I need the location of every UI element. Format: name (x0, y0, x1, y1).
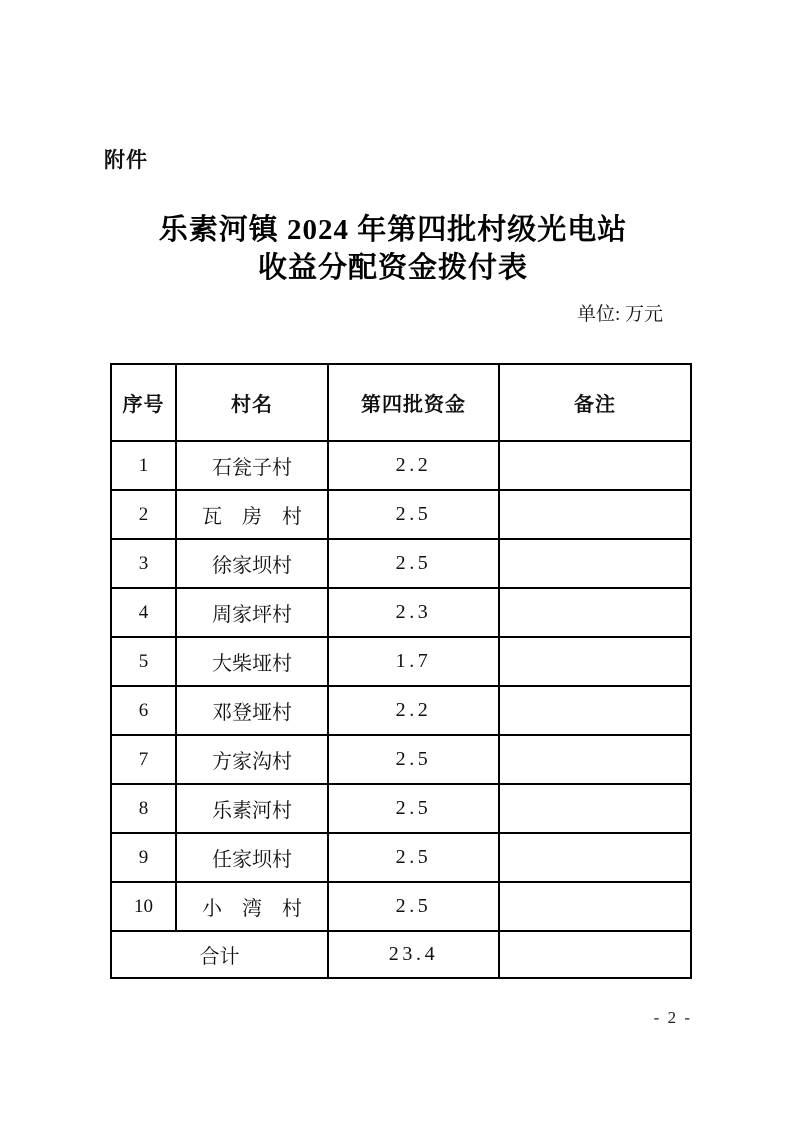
row-village-cell: 瓦 房 村 (176, 490, 328, 539)
row-amount-cell: 2.5 (328, 735, 499, 784)
row-amount-cell: 1.7 (328, 637, 499, 686)
row-amount-cell: 2.2 (328, 441, 499, 490)
row-remark-cell (499, 686, 691, 735)
table-row (111, 784, 691, 833)
table-row (111, 637, 691, 686)
header-cell-no: 序号 (111, 364, 176, 441)
document-title-line2: 收益分配资金拨付表 (257, 252, 528, 284)
table-row (111, 588, 691, 637)
attachment-label: 附件 (104, 149, 148, 172)
row-no-cell: 6 (111, 686, 176, 735)
row-amount-cell: 2.5 (328, 784, 499, 833)
row-amount-cell: 2.5 (328, 882, 499, 931)
row-no-cell: 7 (111, 735, 176, 784)
allocation-table (110, 363, 692, 979)
total-label-cell: 合计 (111, 931, 328, 978)
table-row (111, 686, 691, 735)
row-remark-cell (499, 539, 691, 588)
table-row (111, 441, 691, 490)
unit-note: 单位: 万元 (576, 304, 663, 325)
row-remark-cell (499, 882, 691, 931)
header-cell-village: 村名 (176, 364, 328, 441)
table-body (111, 441, 691, 931)
row-no-cell: 1 (111, 441, 176, 490)
table-row (111, 882, 691, 931)
row-village-cell: 任家坝村 (176, 833, 328, 882)
total-row (111, 931, 691, 978)
row-remark-cell (499, 588, 691, 637)
header-cell-remark: 备注 (499, 364, 691, 441)
row-village-cell: 小 湾 村 (176, 882, 328, 931)
row-no-cell: 10 (111, 882, 176, 931)
row-remark-cell (499, 490, 691, 539)
row-amount-cell: 2.5 (328, 833, 499, 882)
row-remark-cell (499, 735, 691, 784)
document-title-line1: 乐素河镇 2024 年第四批村级光电站 (158, 214, 628, 246)
row-village-cell: 方家沟村 (176, 735, 328, 784)
header-cell-amount: 第四批资金 (328, 364, 499, 441)
row-amount-cell: 2.5 (328, 539, 499, 588)
table-row (111, 539, 691, 588)
table-row (111, 833, 691, 882)
table-header-row (111, 364, 691, 441)
row-village-cell: 徐家坝村 (176, 539, 328, 588)
row-amount-cell: 2.3 (328, 588, 499, 637)
row-village-cell: 周家坪村 (176, 588, 328, 637)
total-amount-cell: 23.4 (328, 931, 499, 978)
row-no-cell: 8 (111, 784, 176, 833)
row-no-cell: 2 (111, 490, 176, 539)
row-village-cell: 邓登垭村 (176, 686, 328, 735)
table-footer (111, 931, 691, 978)
row-amount-cell: 2.2 (328, 686, 499, 735)
row-no-cell: 4 (111, 588, 176, 637)
row-remark-cell (499, 441, 691, 490)
row-remark-cell (499, 784, 691, 833)
table-header (111, 364, 691, 441)
table-row (111, 735, 691, 784)
total-remark-cell (499, 931, 691, 978)
document-title (0, 211, 786, 287)
row-no-cell: 5 (111, 637, 176, 686)
row-village-cell: 乐素河村 (176, 784, 328, 833)
row-no-cell: 9 (111, 833, 176, 882)
row-remark-cell (499, 833, 691, 882)
row-amount-cell: 2.5 (328, 490, 499, 539)
row-village-cell: 大柴垭村 (176, 637, 328, 686)
row-remark-cell (499, 637, 691, 686)
table-row (111, 490, 691, 539)
row-village-cell: 石瓮子村 (176, 441, 328, 490)
page-number: - 2 - (653, 1008, 692, 1027)
row-no-cell: 3 (111, 539, 176, 588)
